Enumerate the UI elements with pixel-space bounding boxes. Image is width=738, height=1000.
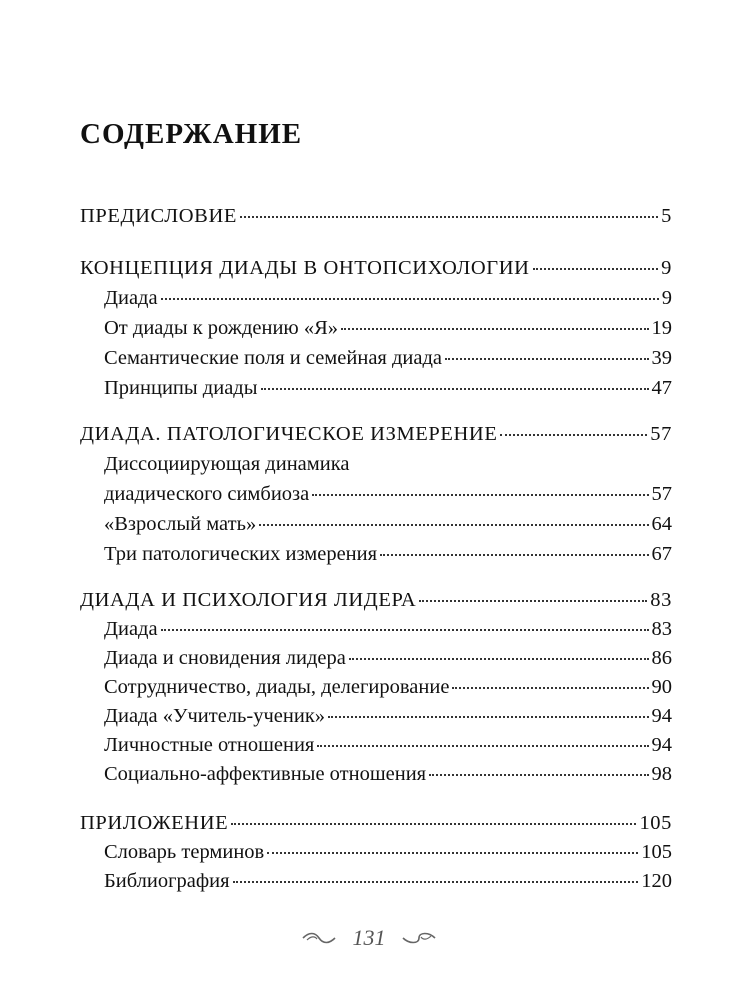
toc-entry-subsection[interactable] — [104, 648, 672, 669]
toc-entry-page: 83 — [650, 589, 672, 611]
toc-entry-label: Диада — [104, 287, 158, 309]
toc-entry-page: 120 — [641, 870, 672, 892]
toc-entry-page: 64 — [651, 513, 672, 535]
dot-leader — [317, 745, 648, 747]
toc-entry-label: Диада «Учитель-ученик» — [104, 705, 326, 727]
toc-entry-page: 98 — [651, 763, 672, 785]
toc-entry-label: ПРИЛОЖЕНИЕ — [80, 812, 229, 834]
dot-leader — [445, 358, 649, 360]
toc-entry-subsection[interactable] — [104, 735, 672, 756]
dot-leader — [267, 852, 638, 854]
dot-leader — [231, 823, 636, 825]
toc-entry-page: 105 — [641, 841, 672, 863]
dot-leader — [161, 298, 659, 300]
toc-entry-label: КОНЦЕПЦИЯ ДИАДЫ В ОНТОПСИХОЛОГИИ — [80, 257, 530, 279]
dot-leader — [429, 774, 648, 776]
toc-entry-subsection[interactable] — [104, 677, 672, 698]
toc-entry-label: Словарь терминов — [104, 841, 265, 863]
toc-entry-page: 19 — [651, 317, 672, 339]
toc-entry-subsection[interactable] — [104, 514, 672, 535]
toc-entry-page: 57 — [651, 483, 672, 505]
toc-entry-subsection[interactable] — [104, 764, 672, 785]
toc-entry-page: 83 — [651, 618, 672, 640]
dot-leader — [419, 600, 647, 602]
toc-entry-page: 94 — [651, 705, 672, 727]
toc-entry-label: Сотрудничество, диады, делегирование — [104, 676, 450, 698]
dot-leader — [261, 388, 649, 390]
toc-entry-page: 86 — [651, 647, 672, 669]
toc-entry-section[interactable] — [80, 590, 672, 611]
toc-entry-label: Диада и сновидения лидера — [104, 647, 346, 669]
toc-entry-page: 90 — [651, 676, 672, 698]
toc-entry-label: ДИАДА. ПАТОЛОГИЧЕСКОЕ ИЗМЕРЕНИЕ — [80, 423, 498, 445]
toc-entry-subsection[interactable] — [104, 288, 672, 309]
toc-entry-label: От диады к рождению «Я» — [104, 317, 339, 339]
toc-entry-subsection[interactable] — [104, 619, 672, 640]
toc-entry-subsection[interactable] — [104, 706, 672, 727]
toc-entry-appendix[interactable] — [80, 813, 672, 834]
dot-leader — [312, 494, 648, 496]
toc-entry-label: ПРЕДИСЛОВИЕ — [80, 205, 237, 227]
dot-leader — [452, 687, 648, 689]
toc-entry-page: 105 — [639, 812, 672, 834]
dot-leader — [533, 268, 659, 270]
left-ornament-icon — [301, 931, 337, 945]
toc-entry-page: 5 — [661, 205, 672, 227]
toc-entry-label: диадического симбиоза — [104, 483, 310, 505]
right-ornament-icon — [401, 931, 437, 945]
toc-entry-label: Принципы диады — [104, 377, 258, 399]
toc-entry-page: 57 — [650, 423, 672, 445]
dot-leader — [233, 881, 639, 883]
toc-entry-subsection[interactable] — [104, 871, 672, 892]
dot-leader — [341, 328, 648, 330]
toc-entry-preface[interactable] — [80, 206, 672, 227]
toc-entry-label: Социально-аффективные отношения — [104, 763, 427, 785]
dot-leader — [380, 554, 648, 556]
toc-entry-page: 9 — [661, 257, 672, 279]
dot-leader — [328, 716, 648, 718]
toc-entry-label: Личностные отношения — [104, 734, 315, 756]
dot-leader — [259, 524, 648, 526]
page-number-footer — [0, 923, 738, 951]
toc-entry-label: Семантические поля и семейная диада — [104, 347, 442, 369]
toc-entry-page: 39 — [651, 347, 672, 369]
page-title: СОДЕРЖАНИЕ — [80, 118, 303, 150]
toc-entry-page: 47 — [651, 377, 672, 399]
dot-leader — [500, 434, 647, 436]
toc-entry-label-line: Диссоциирующая динамика — [104, 453, 350, 475]
dot-leader — [240, 216, 658, 218]
toc-entry-subsection[interactable] — [104, 842, 672, 863]
toc-entry-subsection[interactable] — [104, 378, 672, 399]
toc-entry-page: 94 — [651, 734, 672, 756]
toc-entry-page: 67 — [651, 543, 672, 565]
dot-leader — [161, 629, 649, 631]
toc-entry-page: 9 — [661, 287, 672, 309]
toc-entry-subsection[interactable] — [104, 348, 672, 369]
toc-entry-section[interactable] — [80, 258, 672, 279]
toc-entry-label: Библиография — [104, 870, 230, 892]
toc-entry-label: «Взрослый мать» — [104, 513, 257, 535]
toc-entry-subsection[interactable] — [104, 544, 672, 565]
toc-entry-label: ДИАДА И ПСИХОЛОГИЯ ЛИДЕРА — [80, 589, 417, 611]
toc-entry-section[interactable] — [80, 424, 672, 445]
page-number: 131 — [352, 924, 386, 950]
toc-entry-label: Три патологических измерения — [104, 543, 378, 565]
toc-entry-subsection[interactable] — [104, 484, 672, 505]
dot-leader — [349, 658, 649, 660]
toc-entry-label: Диада — [104, 618, 158, 640]
toc-entry-subsection[interactable] — [104, 318, 672, 339]
